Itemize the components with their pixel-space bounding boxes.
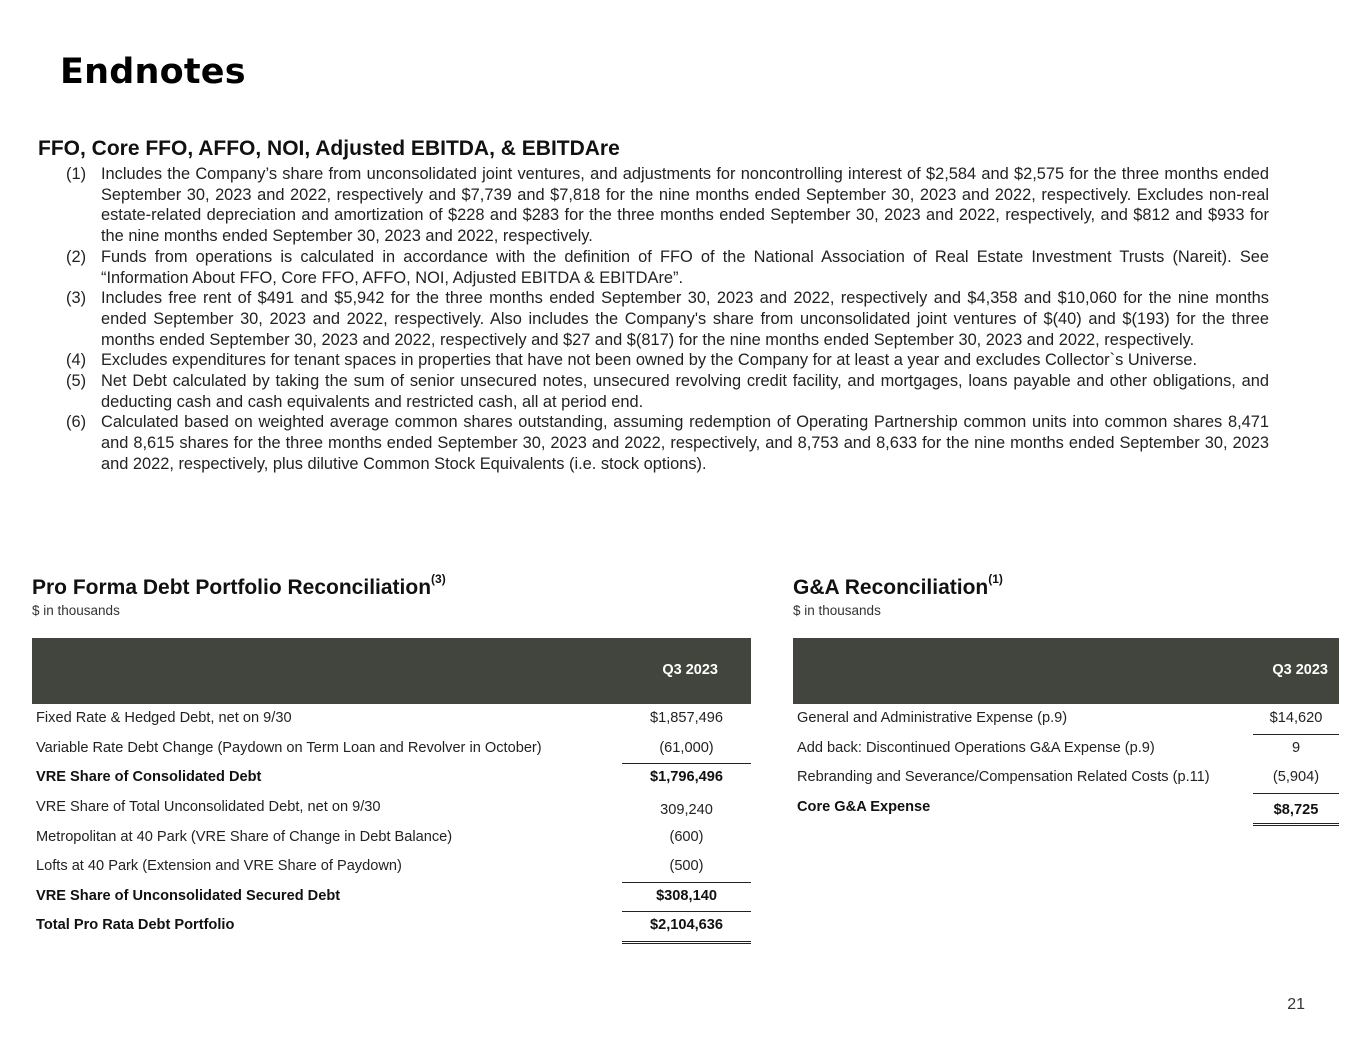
table-row (32, 793, 751, 822)
endnote-number: (5) (66, 372, 87, 391)
page-title: Endnotes (60, 52, 246, 92)
row-value: $2,104,636 (622, 911, 751, 944)
row-value: (5,904) (1272, 769, 1320, 785)
row-value: (61,000) (659, 740, 714, 756)
table-row (32, 823, 751, 852)
endnote-number: (6) (66, 413, 87, 432)
table-row (793, 793, 1339, 822)
table-row (793, 704, 1339, 733)
row-value: $8,725 (1253, 793, 1339, 826)
row-label: Total Pro Rata Debt Portfolio (36, 917, 235, 933)
endnote-text: Includes the Company’s share from unconsolidated joint ventures, and adjustments for noncontrolling interest of $2,584 and $2,575 for the three months ended September 30, 2023 and 2022, respectively and $7,739 and $7,818 for the nine months ended September 30, 2023 and 2022, respectively. Excludes non-real estate-related depreciation and amortization of $228 and $283 for the three months ended September 30, 2023 and 2022, respectively, and $812 and $933 for the nine months ended September 30, 2023 and 2022, respectively. (101, 165, 1269, 246)
endnote-text: Net Debt calculated by taking the sum of senior unsecured notes, unsecured revolving credit facility, and mortgages, loans payable and other obligations, and deducting cash and cash equivalents and restricted cash, all at period end. (101, 372, 1269, 411)
table-row (32, 911, 751, 940)
endnote-item (66, 412, 1269, 474)
table-row (32, 852, 751, 881)
endnotes-section-heading: FFO, Core FFO, AFFO, NOI, Adjusted EBITDA, & EBITDAre (38, 137, 620, 160)
row-label: Fixed Rate & Hedged Debt, net on 9/30 (36, 710, 292, 726)
endnote-number: (2) (66, 247, 87, 266)
table-row (793, 763, 1339, 792)
table-row (793, 734, 1339, 763)
row-value: 9 (1253, 734, 1339, 764)
endnote-item (66, 350, 1269, 371)
endnotes-list (66, 164, 1269, 475)
row-value: $308,140 (622, 882, 751, 912)
endnote-number: (4) (66, 351, 87, 370)
endnote-text: Calculated based on weighted average common shares outstanding, assuming redemption of Operating Partnership common units into common shares 8,471 and 8,615 shares for the three months ended September 30, 2023 and 2022, respectively, and 8,753 and 8,633 for the nine months ended September 30, 2023 and 2022, respectively, plus dilutive Common Stock Equivalents (i.e. stock options). (101, 413, 1269, 473)
row-label: Core G&A Expense (797, 799, 931, 815)
row-value: (600) (669, 829, 704, 845)
row-label: Variable Rate Debt Change (Paydown on Term Loan and Revolver in October) (36, 740, 542, 756)
endnote-text: Excludes expenditures for tenant spaces in properties that have not been owned by the Company for at least a year and excludes Collector`s Universe. (101, 351, 1198, 370)
ga-table-header (793, 638, 1339, 704)
endnote-item (66, 371, 1269, 412)
ga-table-subtitle: $ in thousands (793, 603, 881, 618)
ga-table-title (793, 572, 1003, 600)
row-label: VRE Share of Consolidated Debt (36, 769, 262, 785)
debt-table-title-text: Pro Forma Debt Portfolio Reconciliation (32, 576, 432, 599)
row-label: General and Administrative Expense (p.9) (797, 710, 1068, 726)
row-label: VRE Share of Total Unconsolidated Debt, net on 9/30 (36, 799, 381, 815)
page-number: 21 (1287, 996, 1305, 1013)
ga-table-column-header: Q3 2023 (1272, 662, 1328, 678)
row-value: (500) (669, 858, 704, 874)
row-label: Lofts at 40 Park (Extension and VRE Share of Paydown) (36, 858, 402, 874)
table-row (32, 763, 751, 792)
endnote-item (66, 288, 1269, 350)
endnote-item (66, 247, 1269, 288)
endnote-item (66, 164, 1269, 247)
debt-table-subtitle: $ in thousands (32, 603, 120, 618)
endnote-text: Includes free rent of $491 and $5,942 for the three months ended September 30, 2023 and 2022, respectively and $4,358 and $10,060 for the nine months ended September 30, 2023 and 2022, respectively. Also includes the Company's share from unconsolidated joint ventures of $(40) and $(193) for the three months ended September 30, 2023 and 2022, respectively and $27 and $(817) for the nine months ended September 30, 2023 and 2022, respectively. (101, 289, 1269, 349)
debt-table-header (32, 638, 751, 704)
debt-table-title-footnote: (3) (431, 572, 446, 586)
row-label: Add back: Discontinued Operations G&A Expense (p.9) (797, 740, 1155, 756)
ga-table-title-footnote: (1) (988, 572, 1003, 586)
row-label: VRE Share of Unconsolidated Secured Debt (36, 888, 341, 904)
row-value: $1,857,496 (649, 710, 724, 726)
row-label: Rebranding and Severance/Compensation Related Costs (p.11) (797, 769, 1210, 785)
debt-table-column-header: Q3 2023 (662, 662, 718, 678)
debt-table-title (32, 572, 446, 600)
row-label: Metropolitan at 40 Park (VRE Share of Change in Debt Balance) (36, 829, 453, 845)
row-value: 309,240 (660, 802, 713, 818)
endnote-text: Funds from operations is calculated in accordance with the definition of FFO of the National Association of Real Estate Investment Trusts (Nareit). See “Information About FFO, Core FFO, AFFO, NOI, Adjusted EBITDA & EBITDAre”. (101, 247, 1269, 287)
ga-table-title-text: G&A Reconciliation (793, 576, 989, 599)
endnote-number: (3) (66, 289, 87, 308)
table-row (32, 882, 751, 911)
row-value: $14,620 (1269, 710, 1323, 726)
row-value: $1,796,496 (622, 763, 751, 793)
table-row (32, 704, 751, 733)
endnote-number: (1) (66, 165, 87, 183)
table-row (32, 734, 751, 763)
